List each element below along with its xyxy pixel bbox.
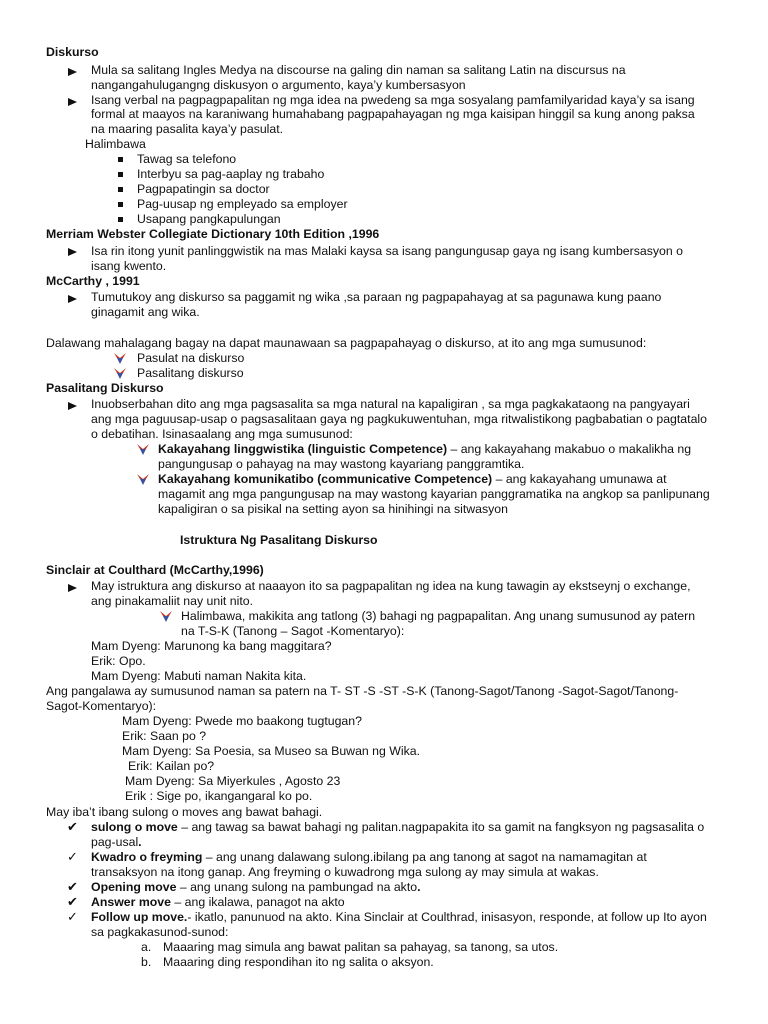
arrow-bullet-icon [68,68,77,76]
dialogue-line: Mam Dyeng: Marunong ka bang maggitara? [91,639,332,653]
dialogue-line: Erik: Saan po ? [122,729,207,743]
move-4-term: Answer move [91,895,171,909]
para-2-line-1: Isang verbal na pagpagpapalitan ng mga idea na pwedeng sa mga sosyalang pamfamilyaridad kaya’y sa isang [91,93,695,107]
heading-mccarthy: McCarthy , 1991 [46,274,140,288]
list-item: Usapang pangkapulungan [137,212,281,226]
check-icon: ✔ [67,895,78,910]
para-3-line-1: Isa rin itong yunit panlinggwistik na mas Malaki kaysa sa isang pangungusap gaya ng isang kumbersasyon o [91,244,683,258]
ordered-marker: b. [141,955,152,969]
arrow-bullet-icon [68,98,77,106]
check-icon: ✓ [67,910,78,925]
move-1-cont: pag-usal [91,835,139,849]
competence-1-line-1 [158,442,691,457]
move-2-text: – ang unang dalawang sulong.ibilang pa ang tanong at sagot na namamagitan at [202,850,647,864]
competence-2-text: – ang kakayahang umunawa at [492,472,667,486]
para-6-line-2: ang mga paguusap-usap o pagsasalitaan gaya ng pagkukuwentuhan, mga ritwalistikong pagbabatian o pagtatalo [91,412,707,426]
para-9-line-1: Ang pangalawa ay sumusunod naman sa patern na T- ST -S -ST -S-K (Tanong-Sagot/Tanong -Sagot-Sagot/Tanong- [46,684,679,698]
down-dart-bullet-icon [137,443,149,455]
check-icon: ✓ [67,850,78,865]
square-bullet-icon [118,202,123,207]
para-3-line-2: isang kwento. [91,259,167,273]
para-6-line-1: Inuobserbahan dito ang mga pagsasalita sa mga natural na kapaligiran , sa mga pagkakataong na pangyayari [91,397,690,411]
dialogue-line: Erik: Opo. [91,654,146,668]
move-1-period: . [138,835,142,849]
arrow-bullet-icon [68,402,77,410]
ordered-item: Maaaring ding respondihan ito ng salita o aksyon. [163,955,434,969]
move-1-text: – ang tawag sa bawat bahagi ng palitan.nagpapakita ito sa gamit na fangksyon ng pagsasalita o [177,820,705,834]
move-5-line-2: sa pagkakasunod-sunod: [91,925,229,939]
dialogue-line: Mam Dyeng: Sa Poesia, sa Museo sa Buwan ng Wika. [122,744,420,758]
ordered-item: Maaaring mag simula ang bawat palitan sa pahayag, sa tanong, sa utos. [163,940,559,954]
sub-item-pasalita: Pasalitang diskurso [137,366,244,380]
heading-pasalitang-diskurso: Pasalitang Diskurso [46,381,164,395]
down-dart-bullet-icon [137,473,149,485]
move-2-line-2: transaksyon na itong ganap. Ang freyming o kuwadrong mga sulong ay may simula at wakas. [91,865,599,879]
para-10: May iba’t ibang sulong o moves ang bawat bahagi. [46,805,323,819]
heading-sinclair: Sinclair at Coulthard (McCarthy,1996) [46,563,264,577]
move-1-term: sulong o move [91,820,178,834]
move-4-text: – ang ikalawa, panagot na akto [170,895,345,909]
para-1-line-2: nangangahulugangng diskusyon o argumento, kaya’y kumbersasyon [91,78,466,92]
square-bullet-icon [118,187,123,192]
competence-1-line-2: pangungusap o pahayag na may wastong kayariang panggramtika. [158,457,525,471]
para-8-line-2: na T-S-K (Tanong – Sagot -Komentaryo): [181,624,405,638]
competence-1-text: – ang kakayahang makabuo o makalikha ng [447,442,692,456]
para-9-line-2: Sagot-Komentaryo): [46,699,157,713]
heading-merriam-webster: Merriam Webster Collegiate Dictionary 10th Edition ,1996 [46,227,380,241]
move-5-line-1 [91,910,707,925]
down-dart-bullet-icon [160,610,172,622]
competence-2-term: Kakayahang komunikatibo (communicative Competence) [158,472,493,486]
para-4-line-1: Tumutukoy ang diskurso sa paggamit ng wika ,sa paraan ng pagpapahayag at sa pagunawa kung paano [91,290,662,304]
arrow-bullet-icon [68,295,77,303]
heading-istruktura: Istruktura Ng Pasalitang Diskurso [180,533,378,547]
dialogue-line: Erik : Sige po, ikangangaral ko po. [125,789,313,803]
label-halimbawa: Halimbawa [85,137,146,151]
competence-2-line-1 [158,472,667,487]
move-3-term: Opening move [91,880,177,894]
move-2-term: Kwadro o freyming [91,850,203,864]
dialogue-line: Mam Dyeng: Pwede mo baakong tugtugan? [122,714,362,728]
competence-2-line-3: kapaligiran o sa pisikal na setting ayon sa hinihingi na sitwasyon [158,502,508,516]
move-2-line-1 [91,850,647,865]
move-3-line [91,880,421,895]
list-item: Pagpapatingin sa doctor [137,182,270,196]
competence-2-line-2: magamit ang mga pangungusap na may wastong kayarian panggramatika na angkop sa panlipunang [158,487,710,501]
dialogue-line: Mam Dyeng: Sa Miyerkules , Agosto 23 [125,774,341,788]
heading-diskurso: Diskurso [46,45,99,59]
para-6-line-3: o debatihan. Isinasaalang ang mga sumusunod: [91,427,353,441]
square-bullet-icon [118,217,123,222]
move-3-text: – ang unang sulong na pambungad na akto [176,880,418,894]
para-7-line-1: May istruktura ang diskurso at naaayon ito sa pagpapalitan ng idea na kung tawagin ay ekstseynj o exchange, [91,579,691,593]
list-item: Pag-uusap ng empleyado sa employer [137,197,348,211]
dialogue-line: Mam Dyeng: Mabuti naman Nakita kita. [91,669,307,683]
para-1-line-1: Mula sa salitang Ingles Medya na discourse na galing din naman sa salitang Latin na discursus na [91,63,626,77]
arrow-bullet-icon [68,248,77,256]
competence-1-term: Kakayahang linggwistika (linguistic Competence) [158,442,448,456]
move-1-line-2 [91,835,142,850]
move-1-line-1 [91,820,704,835]
square-bullet-icon [118,172,123,177]
ordered-marker: a. [141,940,152,954]
move-3-period: . [417,880,421,894]
move-5-term: Follow up move. [91,910,188,924]
down-dart-bullet-icon [114,367,126,379]
para-2-line-3: na maaring pasalita kaya’y pasulat. [91,122,284,136]
para-7-line-2: ang pinakamaliit nay unit nito. [91,594,254,608]
para-8-line-1: Halimbawa, makikita ang tatlong (3) bahagi ng pagpapalitan. Ang unang sumusunod ay patern [181,609,696,623]
check-icon: ✔ [67,820,78,835]
list-item: Tawag sa telefono [137,152,237,166]
para-4-line-2: ginagamit ang wika. [91,305,200,319]
para-5: Dalawang mahalagang bagay na dapat maunawaan sa pagpapahayag o diskurso, at ito ang mga sumusunod: [46,336,647,350]
move-4-line [91,895,345,910]
check-icon: ✔ [67,880,78,895]
list-item: Interbyu sa pag-aaplay ng trabaho [137,167,325,181]
square-bullet-icon [118,157,123,162]
sub-item-pasulat: Pasulat na diskurso [137,351,245,365]
arrow-bullet-icon [68,584,77,592]
para-2-line-2: formal at maayos na karaniwang humahabang pagpapahayagan ng mga kaisipan hinggil sa kung anong paksa [91,107,695,121]
dialogue-line: Erik: Kailan po? [128,759,215,773]
down-dart-bullet-icon [114,352,126,364]
move-5-text: - ikatlo, panunuod na akto. Kina Sinclair at Coulthrad, inisasyon, responde, at follow up Ito ayon [187,910,707,924]
